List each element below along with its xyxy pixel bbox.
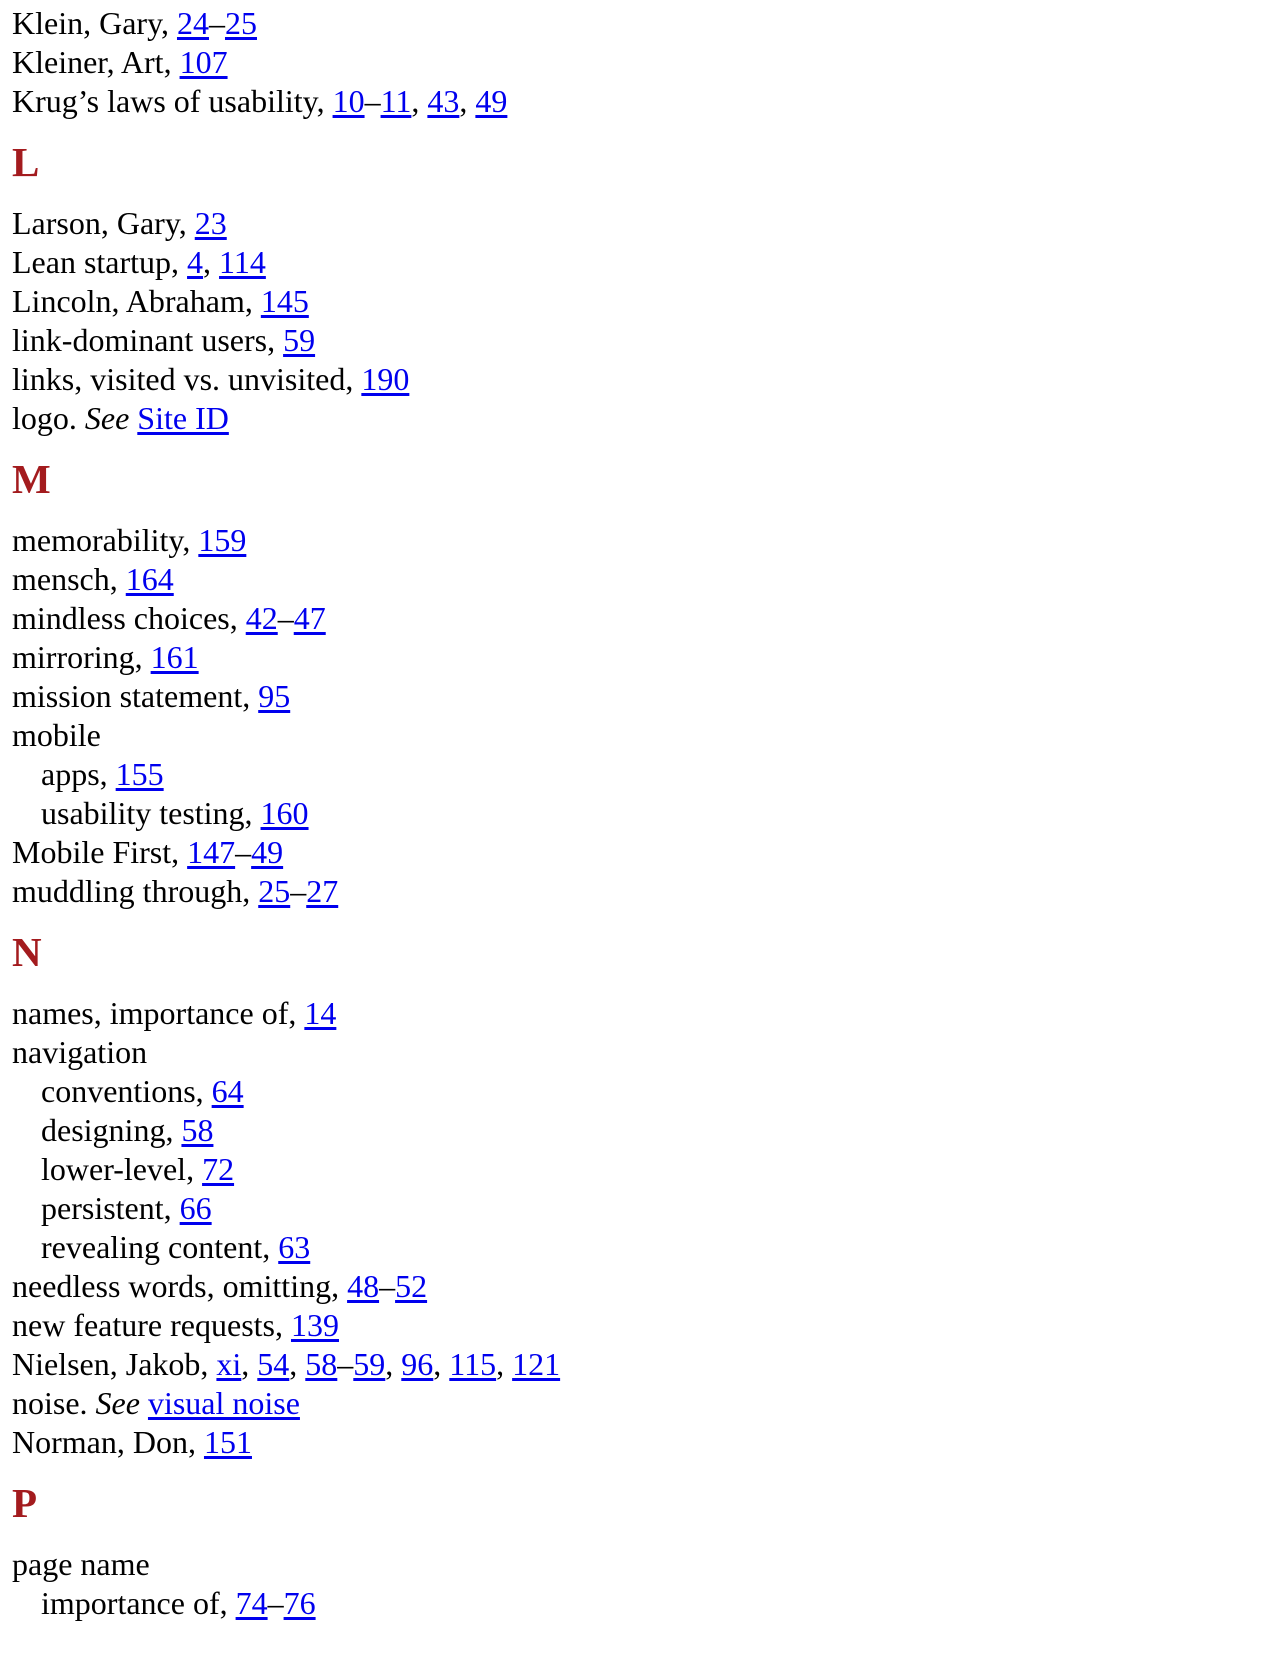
see-label: See (95, 1385, 140, 1421)
page-ref-link[interactable]: 164 (125, 561, 174, 597)
page-ref-link[interactable]: 43 (427, 83, 460, 119)
page-ref-link[interactable]: 24 (176, 5, 209, 41)
entry-text: apps, (41, 756, 116, 792)
entry-text: new feature requests, (12, 1307, 291, 1343)
entry-text: needless words, omitting, (12, 1268, 348, 1304)
page-ref-link[interactable]: 10 (332, 83, 365, 119)
index-entry (12, 716, 1240, 755)
index-subentry (41, 755, 1240, 794)
page-ref-link[interactable]: 114 (219, 244, 266, 280)
entry-text: logo. (12, 400, 85, 436)
index-entry (12, 599, 1240, 638)
page-ref-link[interactable]: 59 (353, 1346, 386, 1382)
index-entry (12, 360, 1240, 399)
entry-text: link-dominant users, (12, 322, 284, 358)
entry-text: Norman, Don, (12, 1424, 204, 1460)
entry-text: – (290, 873, 307, 909)
page-ref-link[interactable]: 155 (115, 756, 164, 792)
page-ref-link[interactable]: 121 (512, 1346, 561, 1382)
entry-text: , (241, 1346, 258, 1382)
section-letter-M: M (12, 456, 51, 502)
page-ref-link[interactable]: 59 (283, 322, 316, 358)
index-entry (12, 560, 1240, 599)
entry-text: memorability, (12, 522, 199, 558)
index-entry (12, 282, 1240, 321)
entry-text: Lean startup, (12, 244, 188, 280)
index-subentry (41, 1189, 1240, 1228)
index-entry (12, 399, 1240, 438)
page-ref-link[interactable]: xi (216, 1346, 242, 1382)
entry-text: , (289, 1346, 306, 1382)
index-entry (12, 243, 1240, 282)
page-ref-link[interactable]: 190 (361, 361, 410, 397)
entry-text: Krug’s laws of usability, (12, 83, 333, 119)
index-entry (12, 1423, 1240, 1462)
section-letter-N: N (12, 929, 42, 975)
entry-text: Larson, Gary, (12, 205, 195, 241)
entry-text: Nielsen, Jakob, (12, 1346, 217, 1382)
page-ref-link[interactable]: 63 (278, 1229, 311, 1265)
entry-text: persistent, (41, 1190, 180, 1226)
page-ref-link[interactable]: 25 (224, 5, 257, 41)
index-subentry (41, 1072, 1240, 1111)
page-ref-link[interactable]: 48 (347, 1268, 380, 1304)
section-letter-P: P (12, 1480, 38, 1526)
entry-text: – (379, 1268, 396, 1304)
page-ref-link[interactable]: 115 (449, 1346, 497, 1382)
entry-text: – (364, 83, 381, 119)
index-entry (12, 994, 1240, 1033)
entry-text: , (459, 83, 476, 119)
entry-text: – (337, 1346, 354, 1382)
page-ref-link[interactable]: 160 (260, 795, 309, 831)
page-ref-link[interactable]: 139 (290, 1307, 339, 1343)
page-ref-link[interactable]: 58 (181, 1112, 214, 1148)
page-ref-link[interactable]: 47 (293, 600, 326, 636)
index-entry (12, 638, 1240, 677)
entry-text: designing, (41, 1112, 182, 1148)
section-letter-L: L (12, 139, 40, 185)
page-ref-link[interactable]: 74 (235, 1585, 268, 1621)
entry-text: , (385, 1346, 402, 1382)
entry-text: navigation (12, 1034, 148, 1070)
index-entry (12, 872, 1240, 911)
entry-text: , (203, 244, 220, 280)
entry-text: – (267, 1585, 284, 1621)
index-entry (12, 521, 1240, 560)
page-ref-link[interactable]: 42 (245, 600, 278, 636)
index-entry (12, 1306, 1240, 1345)
page-ref-link[interactable]: 27 (306, 873, 339, 909)
entry-text: page name (12, 1546, 150, 1582)
index-entry (12, 82, 1240, 121)
entry-text: Klein, Gary, (12, 5, 177, 41)
entry-text (140, 1385, 148, 1421)
index-entry (12, 1033, 1240, 1072)
index-subentry (41, 1150, 1240, 1189)
page-ref-link[interactable]: 14 (304, 995, 337, 1031)
entry-text: importance of, (41, 1585, 236, 1621)
page-ref-link[interactable]: 147 (187, 834, 236, 870)
entry-text: – (208, 5, 225, 41)
page-ref-link[interactable]: 64 (211, 1073, 244, 1109)
entry-text: – (277, 600, 294, 636)
entry-text: – (235, 834, 252, 870)
entry-text: , (496, 1346, 513, 1382)
index-list (12, 4, 1240, 1623)
index-entry (12, 833, 1240, 872)
entry-text: names, importance of, (12, 995, 305, 1031)
entry-text: links, visited vs. unvisited, (12, 361, 362, 397)
cross-ref-link[interactable]: Site ID (137, 400, 229, 436)
page-ref-link[interactable]: 96 (401, 1346, 434, 1382)
page-ref-link[interactable]: 161 (150, 639, 199, 675)
page-ref-link[interactable]: 25 (258, 873, 291, 909)
page-ref-link[interactable]: 151 (203, 1424, 252, 1460)
entry-text: mensch, (12, 561, 126, 597)
entry-text: mindless choices, (12, 600, 246, 636)
page-ref-link[interactable]: 107 (179, 44, 228, 80)
entry-text: Lincoln, Abraham, (12, 283, 261, 319)
page-ref-link[interactable]: 58 (305, 1346, 338, 1382)
index-entry (12, 1267, 1240, 1306)
see-label: See (84, 400, 130, 436)
entry-text: lower-level, (41, 1151, 203, 1187)
page-ref-link[interactable]: 54 (257, 1346, 290, 1382)
index-subentry (41, 1584, 1240, 1623)
index-entry (12, 204, 1240, 243)
index-entry (12, 1345, 1240, 1384)
page-ref-link[interactable]: 159 (198, 522, 247, 558)
index-entry (12, 43, 1240, 82)
page-ref-link[interactable]: 52 (395, 1268, 428, 1304)
page-ref-link[interactable]: 49 (251, 834, 284, 870)
entry-text: mission statement, (12, 678, 259, 714)
page-ref-link[interactable]: 4 (187, 244, 204, 280)
page-ref-link[interactable]: 66 (179, 1190, 212, 1226)
page-ref-link[interactable]: 145 (260, 283, 309, 319)
cross-ref-link[interactable]: visual noise (147, 1385, 300, 1421)
entry-text: muddling through, (12, 873, 259, 909)
entry-text: mirroring, (12, 639, 151, 675)
page-ref-link[interactable]: 76 (283, 1585, 316, 1621)
entry-text: Kleiner, Art, (12, 44, 180, 80)
entry-text: , (433, 1346, 450, 1382)
entry-text: mobile (12, 717, 101, 753)
index-subentry (41, 794, 1240, 833)
entry-text: noise. (12, 1385, 96, 1421)
entry-text: conventions, (41, 1073, 212, 1109)
index-entry (12, 677, 1240, 716)
entry-text: usability testing, (41, 795, 261, 831)
page-ref-link[interactable]: 11 (380, 83, 412, 119)
index-entry (12, 321, 1240, 360)
page-ref-link[interactable]: 23 (194, 205, 227, 241)
entry-text: revealing content, (41, 1229, 279, 1265)
index-entry (12, 4, 1240, 43)
page-ref-link[interactable]: 95 (258, 678, 291, 714)
page-ref-link[interactable]: 72 (202, 1151, 235, 1187)
index-subentry (41, 1111, 1240, 1150)
entry-text: Mobile First, (12, 834, 188, 870)
index-entry (12, 1384, 1240, 1423)
page-ref-link[interactable]: 49 (475, 83, 508, 119)
index-subentry (41, 1228, 1240, 1267)
index-entry (12, 1545, 1240, 1584)
entry-text: , (411, 83, 428, 119)
